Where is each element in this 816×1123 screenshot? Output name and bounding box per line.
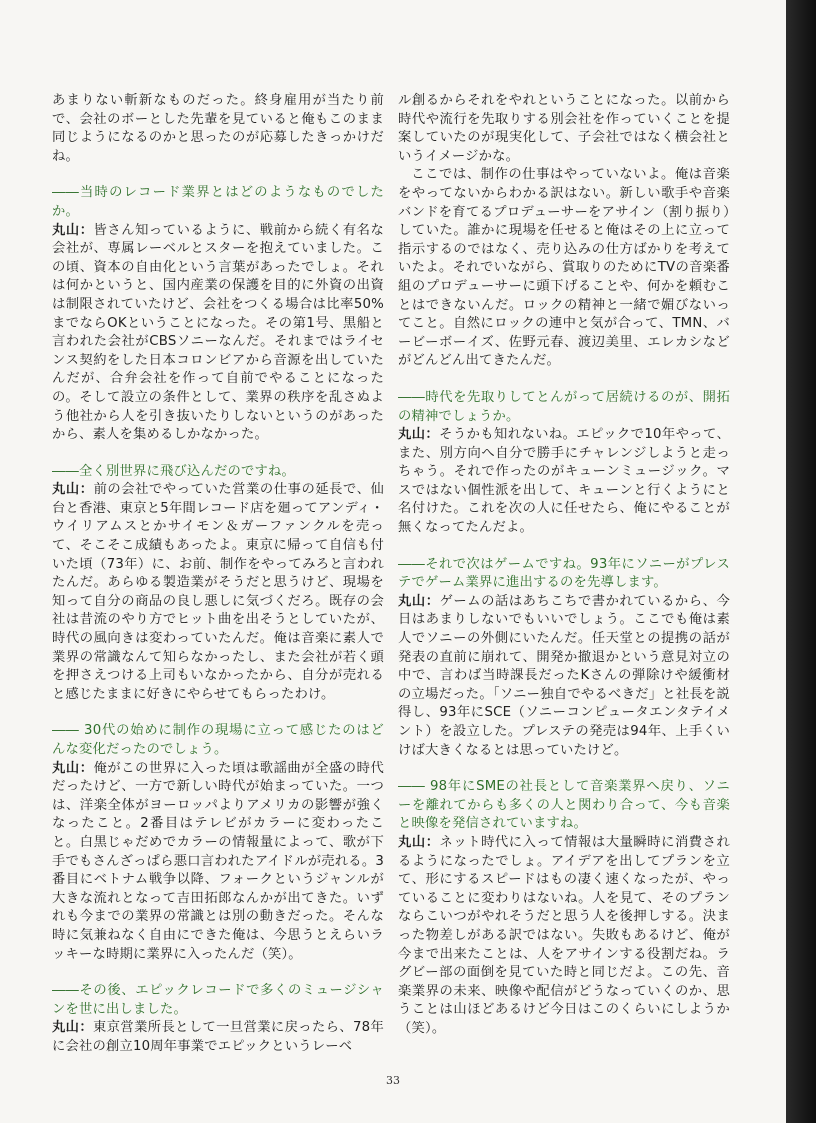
interview-answer xyxy=(52,1019,384,1056)
interview-question xyxy=(398,389,730,426)
question-text: ―― 30代の始めに制作の現場に立って感じたのはどんな変化だったのでしょう。 xyxy=(52,723,384,757)
question-text: ――時代を先取りしてとんがって居続けるのが、開拓の精神でしょうか。 xyxy=(398,389,730,424)
answer-text: 東京営業所長として一旦営業に戻ったら、78年に会社の創立10周年事業でエピックというレーベ xyxy=(52,1020,384,1054)
interview-question xyxy=(52,184,384,221)
question-text: ―― 98年にSMEの社長として音楽業界へ戻り、ソニーを離れてからも多くの人と関わり合って、今も音楽と映像を発信されていますね。 xyxy=(398,779,730,832)
speaker-label: 丸山： xyxy=(52,222,94,238)
speaker-label: 丸山： xyxy=(52,1020,94,1036)
interview-answer xyxy=(52,481,384,704)
speaker-label: 丸山： xyxy=(52,760,94,776)
page-number: 33 xyxy=(386,1074,400,1087)
question-text: ――その後、エピックレコードで多くのミュージシャンを世に出しました。 xyxy=(52,983,384,1017)
answer-text: そうかも知れないね。エピックで10年やって、また、別方向へ自分で勝手にチャレンジしようと走っちゃう。それで作ったのがキューンミュージック。マスではない個性派を出して、キューンと行くようにと名付けた。これを次の人に任せたら、俺にやることが無くなってたんだよ。 xyxy=(398,427,730,536)
body-paragraph xyxy=(398,92,730,166)
paragraph-text: ル創るからそれをやれということになった。以前から時代や流行を先取りする別会社を作っていくことを提案していたのが現実化して、子会社ではなく横会社というイメージかな。 xyxy=(398,93,730,164)
body-paragraph xyxy=(52,92,384,166)
answer-text: 俺がこの世界に入った頃は歌謡曲が全盛の時代だったけど、一方で新しい時代が始まっていた。一つは、洋楽全体がヨーロッパよりアメリカの影響が強くなったこと。2番目はテレビがカラーに変わったこと。白黒じゃだめでカラーの情報量によって、歌が下手でもさんざっぱら悪口言われたアイドルが売れる。3番目にベトナム戦争以降、フォークというジャンルが大きな流れとなって吉田拓郎なんかが出てきた。いずれも今までの業界の常識とは別の動きだった。そんな時に気兼ねなく自由にできた俺は、今思うとえらいラッキーな時期に業界に入ったんだ（笑）。 xyxy=(52,760,384,962)
paragraph-text: ここでは、制作の仕事はやっていないよ。俺は音楽をやってないからわかる訳はない。新しい歌手や音楽バンドを育てるプロデューサーをアサイン（割り振り）していた。誰かに現場を任せると俺はその上に立って指示するのではなく、売り込みの仕方ばかりを考えていたよ。それでいながら、賞取りのためにTVの音楽番組のプロデューサーに頭下げることや、何かを頼むことはできないんだ。ロックの精神と一緒で媚びないってこと。自然にロックの連中と気が合って、TMN、バービーボーイズ、佐野元春、渡辺美里、エレカシなどがどんどん出てきたんだ。 xyxy=(398,167,730,369)
interview-question xyxy=(398,556,730,593)
interview-answer xyxy=(398,593,730,760)
right-column xyxy=(398,92,730,1039)
answer-text: 皆さん知っているように、戦前から続く有名な会社が、専属レーベルとスターを抱えていました。この頃、資本の自由化という言葉があったでしょ。それは何かというと、国内産業の保護を目的に外資の出資は制限されていたけど、会社をつくる場合は比率50%までならOKということになった。その第1号、黒船と言われた会社がCBSソニーなんだ。それまではライセンス契約をした日本コロンビアから音源を出していたんだが、合弁会社を作って自前でやることになったの。そして設立の条件として、業界の秩序を乱さぬよう他社から人を引き抜いたりしないというのがあったから、素人を集めるしかなかった。 xyxy=(52,222,384,443)
speaker-label: 丸山： xyxy=(398,834,440,850)
interview-question xyxy=(52,463,384,482)
book-spine-shadow xyxy=(786,0,816,1123)
interview-answer xyxy=(52,222,384,445)
answer-text: 前の会社でやっていた営業の仕事の延長で、仙台と香港、東京と5年間レコード店を廻ってアンディ・ウイリアムスとかサイモン＆ガーファンクルを売って、そこそこ成績もあったよ。東京に帰って自信も付いた頃（73年）に、お前、制作をやってみろと言われたんだ。あらゆる製造業がそうだと思うけど、現場を知って自分の商品の良し悪しに気づくだろ。既存の会社は昔流のやり方でヒット曲を出そうとしていたが、時代の風向きは変わっていたんだ。俺は音楽に素人で業界の常識なんて知らなかったし、また会社が若く頭を押さえつける上司もいなかったから、自分が売れると感じたままに好きにやらせてもらったわけ。 xyxy=(52,482,384,702)
interview-answer xyxy=(52,760,384,965)
speaker-label: 丸山： xyxy=(398,427,440,443)
interview-question xyxy=(52,722,384,759)
paragraph-text: あまりない斬新なものだった。終身雇用が当たり前で、会社のボーとした先輩を見ていると俺もこのまま同じようになるのかと思ったのが応募したきっかけだね。 xyxy=(52,93,384,164)
interview-answer xyxy=(398,426,730,538)
speaker-label: 丸山： xyxy=(52,482,94,498)
interview-answer xyxy=(398,834,730,1039)
question-text: ――当時のレコード業界とはどのようなものでしたか。 xyxy=(52,185,384,219)
answer-text: ネット時代に入って情報は大量瞬時に消費されるようになったでしょ。アイデアを出してプランを立て、形にするスピードはもの凄く速くなったが、やっていることに変わりはないね。人を見て、そのプランならこいつがやれそうだと思う人を後押しする。決まった物差しがある訳ではない。失敗もあるけど、俺が今まで出来たことは、人をアサインする役割だね。ラグビー部の面倒を見ていた時と同じだよ。この先、音楽業界の未来、映像や配信がどうなっていくのか、思うことは山ほどあるけど今日はこのくらいにしようか（笑）。 xyxy=(398,834,730,1036)
answer-text: ゲームの話はあちこちで書かれているから、今日はあまりしないでもいいでしょう。ここでも俺は素人でソニーの外側にいたんだ。任天堂との提携の話が発表の直前に崩れて、開発か撤退かという意見対立の中で、言わば当時課長だったKさんの弾除けや緩衝材の立場だった。「ソニー独自でやるべきだ」と社長を説得し、93年にSCE（ソニーコンピュータエンタテイメント）を設立した。プレステの発売は94年、上手くいけば大きくなるとは思っていたけど。 xyxy=(398,593,730,758)
speaker-label: 丸山： xyxy=(398,593,440,609)
left-column xyxy=(52,92,384,1057)
interview-question xyxy=(398,778,730,834)
interview-question xyxy=(52,982,384,1019)
question-text: ――それで次はゲームですね。93年にソニーがプレステでゲーム業界に進出するのを先導します。 xyxy=(398,556,730,591)
question-text: ――全く別世界に飛び込んだのですね。 xyxy=(52,463,295,479)
body-paragraph xyxy=(398,166,730,371)
